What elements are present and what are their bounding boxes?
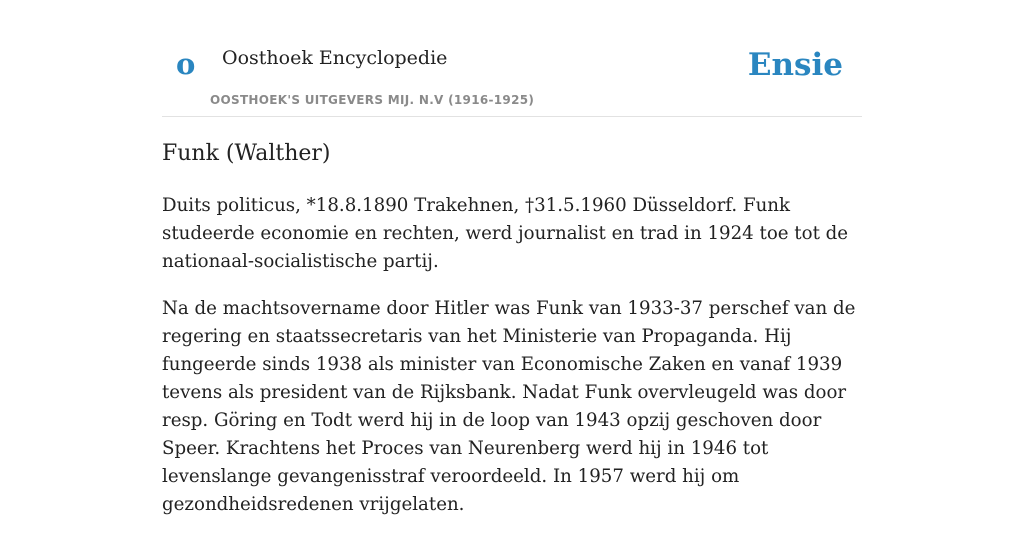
article-paragraph: Na de machtsovername door Hitler was Funk van 1933-37 perschef van de regering en staatssecretaris van het Ministerie van Propaganda. Hij fungeerde sinds 1938 als minister van Economische Zaken en vanaf 1939 tevens als president van de Rijksbank. Nadat Funk overvleugeld was door resp. Göring en Todt werd hij in de loop van 1943 opzij geschoven door Speer. Krachtens het Proces van Neurenberg werd hij in 1946 tot levenslange gevangenisstraf veroordeeld. In 1957 werd hij om gezondheidsredenen vrijgelaten. <box>162 298 856 515</box>
site-logo[interactable]: o <box>176 47 196 81</box>
site-subtitle: OOSTHOEK'S UITGEVERS MIJ. N.V (1916-1925) <box>210 93 535 107</box>
article-body <box>162 192 862 538</box>
article-paragraph: Duits politicus, *18.8.1890 Trakehnen, †31.5.1960 Düsseldorf. Funk studeerde economie en rechten, werd journalist en trad in 1924 toe tot de nationaal-socialistische partij. <box>162 195 849 272</box>
site-header <box>162 0 862 117</box>
page <box>162 0 862 515</box>
brand-logo[interactable]: Ensie <box>747 47 843 83</box>
site-title[interactable]: Oosthoek Encyclopedie <box>222 47 448 69</box>
article-title: Funk (Walther) <box>162 141 331 166</box>
